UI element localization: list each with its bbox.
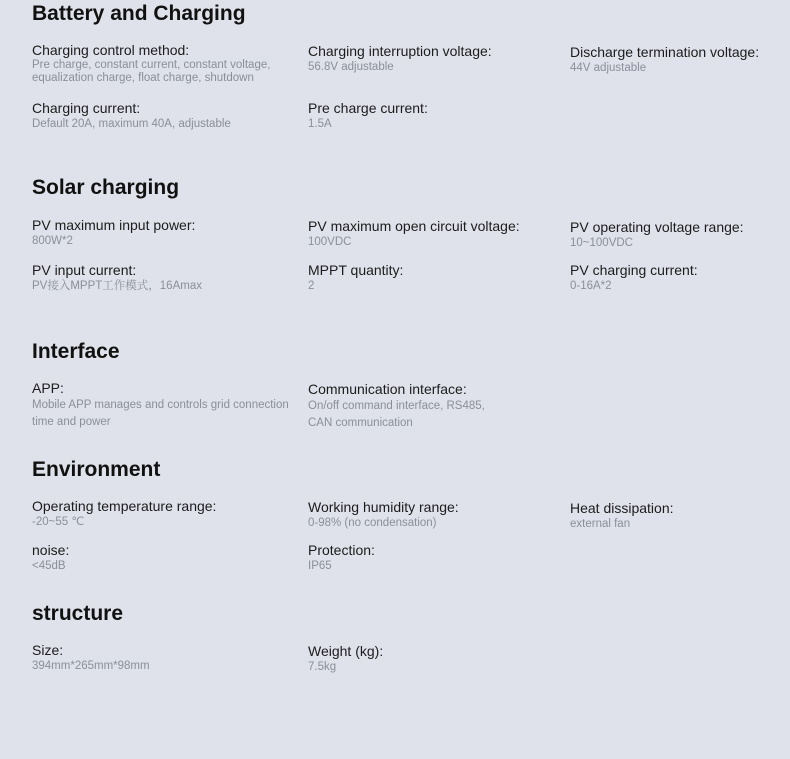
spec-size [32, 642, 150, 673]
spec-value: 1.5A [308, 118, 332, 130]
spec-value: 10~100VDC [570, 237, 633, 249]
section-title-structure: structure [32, 602, 124, 625]
spec-value: Pre charge, constant current, constant voltage, equalization charge, float charge, shutdown [32, 59, 271, 84]
spec-pv-open-circuit-voltage [308, 218, 520, 249]
spec-label: Heat dissipation: [570, 500, 674, 516]
spec-charging-interruption-voltage [308, 43, 492, 74]
spec-label: PV input current: [32, 262, 137, 278]
spec-value: 44V adjustable [570, 62, 647, 74]
spec-label: Protection: [308, 542, 375, 558]
spec-pv-max-input-power [32, 217, 195, 248]
spec-value: PV接入MPPT工作模式，16Amax [32, 280, 202, 292]
spec-value: -20~55 ℃ [32, 516, 85, 528]
spec-value: 0-16A*2 [570, 280, 612, 292]
spec-value: 7.5kg [308, 661, 337, 673]
spec-value: 0-98% (no condensation) [308, 517, 437, 529]
spec-value: <45dB [32, 560, 66, 572]
spec-label: Charging current: [32, 100, 141, 116]
spec-label: PV maximum input power: [32, 217, 196, 233]
spec-value: 2 [308, 280, 315, 292]
spec-label: Charging interruption voltage: [308, 43, 492, 59]
spec-value: IP65 [308, 560, 332, 572]
spec-charging-current [32, 100, 231, 131]
spec-protection [308, 542, 375, 573]
spec-app [32, 380, 294, 431]
section-title-environment: Environment [32, 458, 161, 481]
spec-pv-charging-current [570, 262, 698, 293]
spec-label: Operating temperature range: [32, 498, 217, 514]
section-title-battery: Battery and Charging [32, 2, 246, 25]
spec-value: Default 20A, maximum 40A, adjustable [32, 118, 231, 130]
spec-heat-dissipation [570, 500, 674, 531]
spec-label: MPPT quantity: [308, 262, 404, 278]
spec-label: APP: [32, 380, 64, 396]
spec-pv-operating-voltage-range [570, 219, 744, 250]
spec-communication-interface [308, 381, 508, 432]
spec-label: Discharge termination voltage: [570, 44, 760, 60]
spec-mppt-quantity [308, 262, 403, 293]
spec-value: Mobile APP manages and controls grid connection time and power [32, 399, 289, 428]
spec-charging-control-method [32, 42, 294, 85]
spec-pre-charge-current [308, 100, 428, 131]
spec-label: PV operating voltage range: [570, 219, 744, 235]
spec-operating-temperature [32, 498, 216, 529]
section-title-interface: Interface [32, 340, 120, 363]
section-title-solar: Solar charging [32, 176, 180, 199]
spec-label: Pre charge current: [308, 100, 428, 116]
spec-working-humidity [308, 499, 459, 530]
spec-value: On/off command interface, RS485, CAN communication [308, 400, 485, 429]
spec-label: Charging control method: [32, 42, 190, 58]
spec-label: PV maximum open circuit voltage: [308, 218, 520, 234]
spec-pv-input-current [32, 262, 202, 293]
spec-label: noise: [32, 542, 70, 558]
spec-label: PV charging current: [570, 262, 698, 278]
spec-label: Size: [32, 642, 64, 658]
spec-value: 800W*2 [32, 235, 73, 247]
spec-weight [308, 643, 383, 674]
spec-value: external fan [570, 518, 631, 530]
spec-value: 56.8V adjustable [308, 61, 394, 73]
spec-discharge-termination-voltage [570, 44, 759, 75]
spec-value: 394mm*265mm*98mm [32, 660, 150, 672]
spec-label: Communication interface: [308, 381, 467, 397]
spec-noise [32, 542, 69, 573]
spec-label: Weight (kg): [308, 643, 384, 659]
spec-label: Working humidity range: [308, 499, 459, 515]
spec-value: 100VDC [308, 236, 352, 248]
